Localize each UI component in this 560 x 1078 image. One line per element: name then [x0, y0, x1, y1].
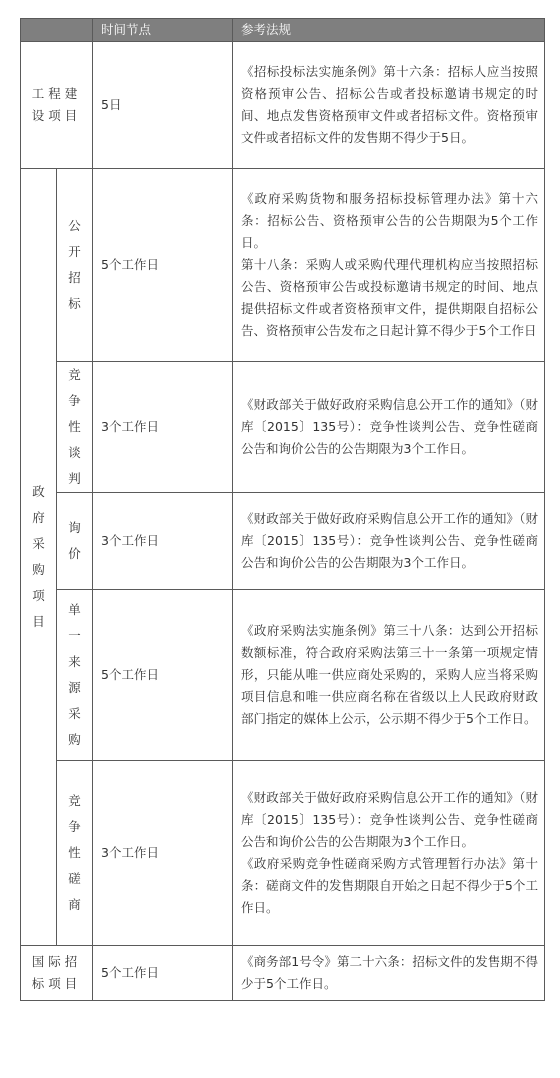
time-engineering: 5日	[93, 42, 233, 169]
category-government	[21, 169, 57, 946]
method-inquiry	[57, 493, 93, 590]
regulation-table	[20, 18, 545, 1001]
law-open-tender	[233, 169, 545, 362]
regulation-table-wrapper	[20, 18, 544, 1001]
header-time-node: 时间节点	[93, 19, 233, 42]
category-international: 国际招标项目	[21, 946, 93, 1001]
table-row-negotiation	[21, 362, 545, 493]
law-engineering: 《招标投标法实施条例》第十六条：招标人应当按照资格预审公告、招标公告或者投标邀请书规定的时间、地点发售资格预审文件或者招标文件。资格预审文件或者招标文件的发售期不得少于5日。	[233, 42, 545, 169]
method-open-tender-label: 公开招标	[68, 218, 81, 311]
law-international: 《商务部1号令》第二十六条：招标文件的发售期不得少于5个工作日。	[233, 946, 545, 1001]
law-consultation	[233, 761, 545, 946]
method-inquiry-label: 询价	[68, 520, 81, 561]
method-consultation	[57, 761, 93, 946]
header-row	[21, 19, 545, 42]
time-consultation: 3个工作日	[93, 761, 233, 946]
header-category	[21, 19, 93, 42]
time-single-source: 5个工作日	[93, 590, 233, 761]
time-inquiry: 3个工作日	[93, 493, 233, 590]
law-inquiry: 《财政部关于做好政府采购信息公开工作的通知》（财库〔2015〕135号）：竞争性谈判公告、竞争性磋商公告和询价公告的公告期限为3个工作日。	[233, 493, 545, 590]
table-row-international	[21, 946, 545, 1001]
method-consultation-label: 竞争性磋商	[68, 793, 81, 912]
method-negotiation	[57, 362, 93, 493]
table-row-inquiry	[21, 493, 545, 590]
time-open-tender: 5个工作日	[93, 169, 233, 362]
law-open-tender-line-1: 《政府采购货物和服务招标投标管理办法》第十六条：招标公告、资格预审公告的公告期限为5个工作日。	[241, 191, 538, 250]
time-international: 5个工作日	[93, 946, 233, 1001]
method-open-tender	[57, 169, 93, 362]
category-government-label: 政府采购项目	[32, 484, 45, 629]
method-single-source-label: 单一来源采购	[68, 602, 81, 747]
table-row-single-source	[21, 590, 545, 761]
law-negotiation: 《财政部关于做好政府采购信息公开工作的通知》（财库〔2015〕135号）：竞争性谈判公告、竞争性磋商公告和询价公告的公告期限为3个工作日。	[233, 362, 545, 493]
method-negotiation-label: 竞争性谈判	[68, 367, 81, 486]
table-row-consultation	[21, 761, 545, 946]
header-reference-law: 参考法规	[233, 19, 545, 42]
law-open-tender-line-2: 第十八条：采购人或采购代理代理机构应当按照招标公告、资格预审公告或投标邀请书规定的时间、地点提供招标文件或者资格预审文件，提供期限自招标公告、资格预审公告发布之日起计算不得少于5个工作日	[241, 257, 538, 338]
law-consultation-line-2: 《政府采购竞争性磋商采购方式管理暂行办法》第十条：磋商文件的发售期限自开始之日起不得少于5个工作日。	[241, 856, 538, 915]
time-negotiation: 3个工作日	[93, 362, 233, 493]
table-row-engineering	[21, 42, 545, 169]
law-single-source: 《政府采购法实施条例》第三十八条：达到公开招标数额标准，符合政府采购法第三十一条第一项规定情形，只能从唯一供应商处采购的，采购人应当将采购项目信息和唯一供应商名称在省级以上人民政府财政部门指定的媒体上公示，公示期不得少于5个工作日。	[233, 590, 545, 761]
category-engineering: 工程建设项目	[21, 42, 93, 169]
method-single-source	[57, 590, 93, 761]
law-consultation-line-1: 《财政部关于做好政府采购信息公开工作的通知》（财库〔2015〕135号）：竞争性谈判公告、竞争性磋商公告和询价公告的公告期限为3个工作日。	[241, 790, 538, 849]
table-row-open-tender	[21, 169, 545, 362]
